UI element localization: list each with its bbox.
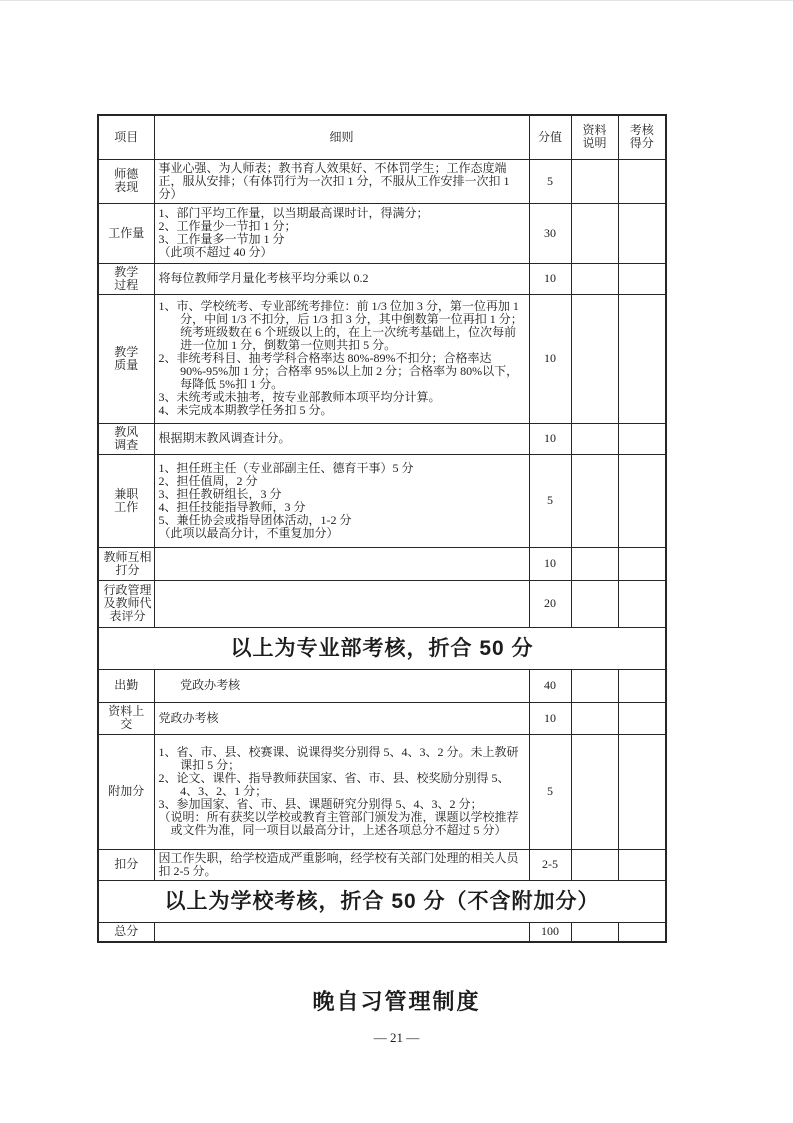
table-row: [98, 702, 666, 734]
detail-line: 党政办考核: [158, 710, 219, 725]
next-section-title: 晚自习管理制度: [312, 989, 481, 1014]
column-header-result: 考核得分: [618, 115, 666, 159]
result-cell: [618, 669, 666, 702]
item-cell: 教风调查: [98, 423, 154, 454]
detail-cell: [154, 159, 529, 203]
detail-line: （此项以最高分计，不重复加分）: [158, 525, 339, 540]
score-cell: 10: [529, 263, 571, 294]
detail-line: 3、未统考或未抽考，按专业部教师本项平均分计算。: [158, 390, 441, 404]
detail-cell: [154, 734, 529, 849]
detail-cell: [154, 580, 529, 627]
detail-line: 2、非统考科目、抽考学科合格率达 80%-89%不扣分；合格率达 90%-95%加 1 分；合格率 95%以上加 2 分；合格率为 80%以下，每降低 5%扣 1 分。: [158, 351, 519, 391]
detail-cell: [154, 547, 529, 580]
score-cell: 40: [529, 669, 571, 702]
score-cell: 20: [529, 580, 571, 627]
detail-line: 3、担任教研组长，3 分: [158, 486, 282, 501]
material-cell: [571, 294, 618, 423]
table-row: [98, 294, 666, 423]
result-cell: [618, 849, 666, 880]
material-cell: [571, 669, 618, 702]
score-cell: 10: [529, 423, 571, 454]
detail-cell: [154, 669, 529, 702]
detail-line: 1、省、市、县、校赛课、说课得奖分别得 5、4、3、2 分。未上教研课扣 5 分；: [158, 745, 519, 772]
detail-line: 将每位教师学月量化考核平均分乘以 0.2: [158, 271, 369, 285]
detail-line: 5、兼任协会或指导团体活动，1-2 分: [158, 512, 352, 527]
score-cell: 5: [529, 734, 571, 849]
table-row: [98, 203, 666, 263]
score-cell: 10: [529, 547, 571, 580]
column-header-material: 资料说明: [571, 115, 618, 159]
detail-line: （此项不超过 40 分）: [158, 245, 273, 259]
result-cell: [618, 580, 666, 627]
score-cell: 5: [529, 159, 571, 203]
column-header-item: 项目: [98, 115, 154, 159]
table-row: [98, 547, 666, 580]
assessment-table: [97, 114, 667, 943]
material-cell: [571, 702, 618, 734]
detail-line: 3、工作量多一节加 1 分: [158, 232, 285, 246]
detail-cell: [154, 423, 529, 454]
detail-line: 党政办考核: [180, 678, 241, 692]
header-row: [98, 115, 666, 159]
detail-line: 2、论文、课件、指导教师获国家、省、市、县、校奖励分别得 5、4、3、2、1 分；: [158, 771, 510, 798]
section-label: 以上为学校考核，折合 50 分（不含附加分）: [98, 880, 666, 922]
result-cell: [618, 547, 666, 580]
column-header-detail: 细则: [154, 115, 529, 159]
detail-line: 因工作失职，给学校造成严重影响，经学校有关部门处理的相关人员扣 2-5 分。: [158, 850, 519, 878]
score-cell: 10: [529, 702, 571, 734]
column-header-score: 分值: [529, 115, 571, 159]
material-cell: [571, 922, 618, 942]
score-cell: 2-5: [529, 849, 571, 880]
detail-line: 3、参加国家、省、市、县、课题研究分别得 5、4、3、2 分；: [158, 797, 483, 811]
detail-cell: [154, 454, 529, 547]
detail-line: 4、担任技能指导教师，3 分: [158, 499, 306, 514]
page-number: — 21 —: [373, 1030, 420, 1045]
section-row: [98, 627, 666, 669]
item-cell: 扣分: [98, 849, 154, 880]
detail-line: 1、担任班主任（专业部副主任、德育干事）5 分: [158, 460, 414, 475]
item-cell: 师德表现: [98, 159, 154, 203]
material-cell: [571, 547, 618, 580]
result-cell: [618, 159, 666, 203]
detail-line: （说明：所有获奖以学校或教育主管部门颁发为准，课题以学校推荐或文件为准，同一项目以最高分计，上述各项总分不超过 5 分）: [158, 810, 519, 837]
table-row: [98, 263, 666, 294]
material-cell: [571, 203, 618, 263]
score-cell: 5: [529, 454, 571, 547]
item-cell: 教学质量: [98, 294, 154, 423]
detail-cell: [154, 702, 529, 734]
score-cell: 100: [529, 922, 571, 942]
result-cell: [618, 203, 666, 263]
result-cell: [618, 702, 666, 734]
score-cell: 10: [529, 294, 571, 423]
detail-line: 1、部门平均工作量，以当期最高课时计，得满分；: [158, 206, 429, 220]
detail-line: 根据期末教风调查计分。: [158, 431, 291, 445]
detail-cell: [154, 849, 529, 880]
result-cell: [618, 263, 666, 294]
table-row: [98, 734, 666, 849]
material-cell: [571, 580, 618, 627]
table-row: [98, 423, 666, 454]
result-cell: [618, 454, 666, 547]
table-row: [98, 159, 666, 203]
detail-cell: [154, 263, 529, 294]
table-row: [98, 922, 666, 942]
material-cell: [571, 423, 618, 454]
detail-line: 2、担任值周，2 分: [158, 473, 258, 488]
detail-line: 1、市、学校统考、专业部统考排位：前 1/3 位加 3 分，第一位再加 1 分，中间 1/3 不扣分，后 1/3 扣 3 分，其中倒数第一位再扣 1 分；统考班级数在 6 个班级以上的，在上一次统考基础上，位次每前进一位加 1 分，倒数第一位则共扣 5 分。: [158, 299, 523, 352]
item-cell: 兼职工作: [98, 454, 154, 547]
material-cell: [571, 454, 618, 547]
table-row: [98, 580, 666, 627]
result-cell: [618, 423, 666, 454]
result-cell: [618, 734, 666, 849]
item-cell: 教师互相打分: [98, 547, 154, 580]
item-cell: 教学过程: [98, 263, 154, 294]
detail-cell: [154, 203, 529, 263]
material-cell: [571, 734, 618, 849]
item-cell: 出勤: [98, 669, 154, 702]
table-row: [98, 454, 666, 547]
detail-cell: [154, 922, 529, 942]
table-row: [98, 669, 666, 702]
detail-line: 事业心强、为人师表；教书育人效果好、不体罚学生；工作态度端正，服从安排；（有体罚行为一次扣 1 分，不服从工作安排一次扣 1 分）: [158, 160, 510, 201]
material-cell: [571, 849, 618, 880]
section-row: [98, 880, 666, 922]
item-cell: 资料上交: [98, 702, 154, 734]
material-cell: [571, 263, 618, 294]
item-cell: 工作量: [98, 203, 154, 263]
detail-line: 2、工作量少一节扣 1 分；: [158, 219, 297, 233]
result-cell: [618, 922, 666, 942]
item-cell: 总分: [98, 922, 154, 942]
section-label: 以上为专业部考核，折合 50 分: [98, 627, 666, 669]
item-cell: 附加分: [98, 734, 154, 849]
table-row: [98, 849, 666, 880]
result-cell: [618, 294, 666, 423]
detail-line: 4、未完成本期教学任务扣 5 分。: [158, 403, 333, 417]
detail-cell: [154, 294, 529, 423]
score-cell: 30: [529, 203, 571, 263]
material-cell: [571, 159, 618, 203]
item-cell: 行政管理及教师代表评分: [98, 580, 154, 627]
